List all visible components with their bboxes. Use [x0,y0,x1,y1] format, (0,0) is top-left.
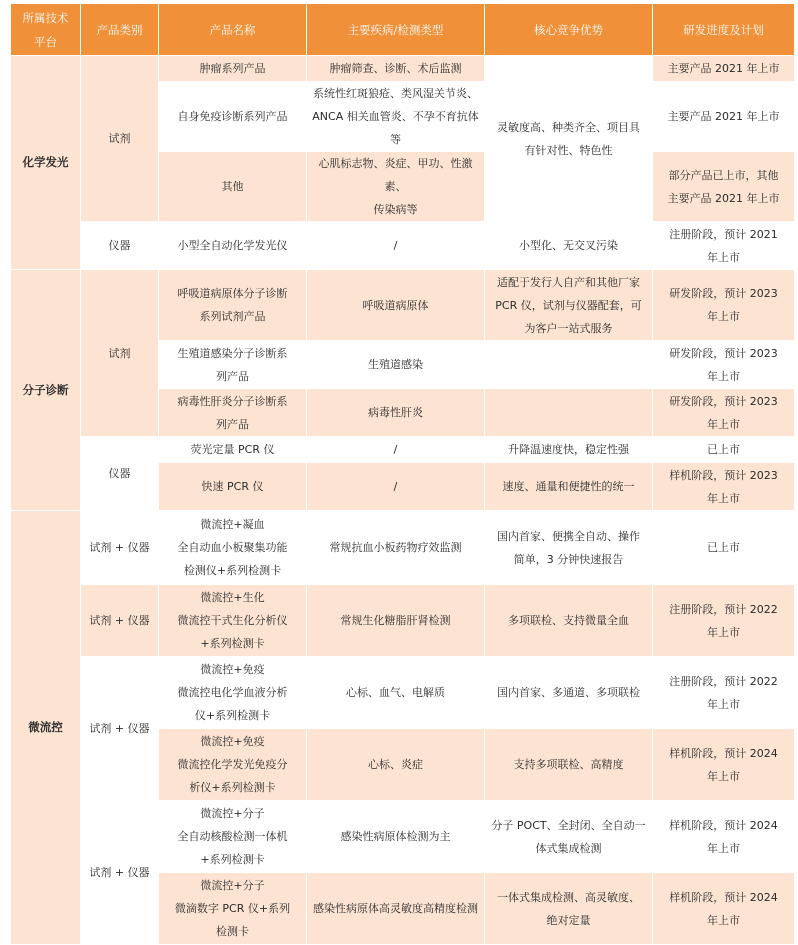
advantage-cell: 速度、通量和便捷性的统一 [485,463,653,511]
advantage-cell: 灵敏度高、种类齐全、项目具 有针对性、特色性 [485,56,653,222]
product-name-cell: 病毒性肝炎分子诊断系 列产品 [159,389,307,437]
product-name-cell: 微流控+分子 全自动核酸检测一体机 +系列检测卡 [159,801,307,873]
category-cell: 仪器 [81,437,159,511]
progress-cell: 部分产品已上市，其他 主要产品 2021 年上市 [653,152,795,222]
product-name-cell: 微流控+分子 微滴数字 PCR 仪+系列 检测卡 [159,873,307,945]
disease-cell: 肿瘤筛查、诊断、术后监测 [307,56,485,82]
product-name-cell: 微流控+凝血 全自动血小板聚集功能 检测仪+系列检测卡 [159,511,307,585]
disease-cell: 病毒性肝炎 [307,389,485,437]
header-row [11,4,795,56]
progress-cell: 样机阶段，预计 2023 年上市 [653,463,795,511]
disease-cell: / [307,463,485,511]
table-row [11,801,795,873]
table-row [11,511,795,585]
disease-cell: / [307,437,485,463]
table-row [11,437,795,463]
table-row [11,585,795,657]
disease-cell: 感染性病原体检测为主 [307,801,485,873]
product-name-cell: 荧光定量 PCR 仪 [159,437,307,463]
progress-cell: 已上市 [653,511,795,585]
advantage-cell: 国内首家、多通道、多项联检 [485,657,653,729]
table-row [11,657,795,729]
disease-cell: 呼吸道病原体 [307,270,485,341]
disease-cell: 心标、血气、电解质 [307,657,485,729]
disease-cell: 心标、炎症 [307,729,485,801]
advantage-cell: 适配于发行人自产和其他厂家 PCR 仪，试剂与仪器配套，可 为客户一站式服务 [485,270,653,341]
platform-cell-chemiluminescence: 化学发光 [11,56,81,270]
header-product-name: 产品名称 [159,4,307,56]
product-name-cell: 小型全自动化学发光仪 [159,222,307,270]
disease-cell: 常规抗血小板药物疗效监测 [307,511,485,585]
product-name-cell: 呼吸道病原体分子诊断 系列试剂产品 [159,270,307,341]
product-name-cell: 其他 [159,152,307,222]
advantage-cell: 升降温速度快，稳定性强 [485,437,653,463]
product-name-cell: 生殖道感染分子诊断系 列产品 [159,341,307,389]
category-cell: 试剂 [81,56,159,222]
category-cell: 试剂 [81,270,159,437]
progress-cell: 主要产品 2021 年上市 [653,82,795,152]
progress-cell: 样机阶段，预计 2024 年上市 [653,801,795,873]
table-row [11,270,795,341]
category-cell: 仪器 [81,222,159,270]
product-name-cell: 自身免疫诊断系列产品 [159,82,307,152]
disease-cell: 常规生化糖脂肝肾检测 [307,585,485,657]
advantage-cell [485,341,653,389]
progress-cell: 研发阶段，预计 2023 年上市 [653,389,795,437]
header-platform: 所属技术 平台 [11,4,81,56]
platform-cell-molecular: 分子诊断 [11,270,81,511]
header-category: 产品类别 [81,4,159,56]
category-cell: 试剂 + 仪器 [81,657,159,801]
disease-cell: 心肌标志物、炎症、甲功、性激素、 传染病等 [307,152,485,222]
product-name-cell: 微流控+生化 微流控干式生化分析仪 +系列检测卡 [159,585,307,657]
header-advantage: 核心竞争优势 [485,4,653,56]
advantage-cell: 支持多项联检、高精度 [485,729,653,801]
advantage-cell: 分子 POCT、全封闭、全自动一 体式集成检测 [485,801,653,873]
disease-cell: 生殖道感染 [307,341,485,389]
product-name-cell: 肿瘤系列产品 [159,56,307,82]
advantage-cell: 一体式集成检测、高灵敏度、 绝对定量 [485,873,653,945]
disease-cell: 系统性红斑狼疮、类风湿关节炎、 ANCA 相关血管炎、不孕不育抗体等 [307,82,485,152]
product-name-cell: 微流控+免疫 微流控电化学血液分析 仪+系列检测卡 [159,657,307,729]
category-cell: 试剂 + 仪器 [81,511,159,585]
disease-cell: / [307,222,485,270]
progress-cell: 注册阶段，预计 2021 年上市 [653,222,795,270]
progress-cell: 样机阶段，预计 2024 年上市 [653,873,795,945]
progress-cell: 研发阶段，预计 2023 年上市 [653,341,795,389]
progress-cell: 注册阶段，预计 2022 年上市 [653,585,795,657]
progress-cell: 样机阶段，预计 2024 年上市 [653,729,795,801]
progress-cell: 已上市 [653,437,795,463]
progress-cell: 研发阶段，预计 2023 年上市 [653,270,795,341]
header-progress: 研发进度及计划 [653,4,795,56]
platform-cell-microfluidic: 微流控 [11,511,81,945]
progress-cell: 主要产品 2021 年上市 [653,56,795,82]
advantage-cell: 多项联检、支持微量全血 [485,585,653,657]
disease-cell: 感染性病原体高灵敏度高精度检测 [307,873,485,945]
product-name-cell: 微流控+免疫 微流控化学发光免疫分 析仪+系列检测卡 [159,729,307,801]
advantage-cell: 小型化、无交叉污染 [485,222,653,270]
table-row [11,56,795,82]
advantage-cell: 国内首家、便携全自动、操作 简单，3 分钟快速报告 [485,511,653,585]
product-name-cell: 快速 PCR 仪 [159,463,307,511]
header-disease-type: 主要疾病/检测类型 [307,4,485,56]
advantage-cell [485,389,653,437]
category-cell: 试剂 + 仪器 [81,585,159,657]
table-row [11,222,795,270]
product-pipeline-table [10,3,795,945]
category-cell: 试剂 + 仪器 [81,801,159,945]
progress-cell: 注册阶段，预计 2022 年上市 [653,657,795,729]
